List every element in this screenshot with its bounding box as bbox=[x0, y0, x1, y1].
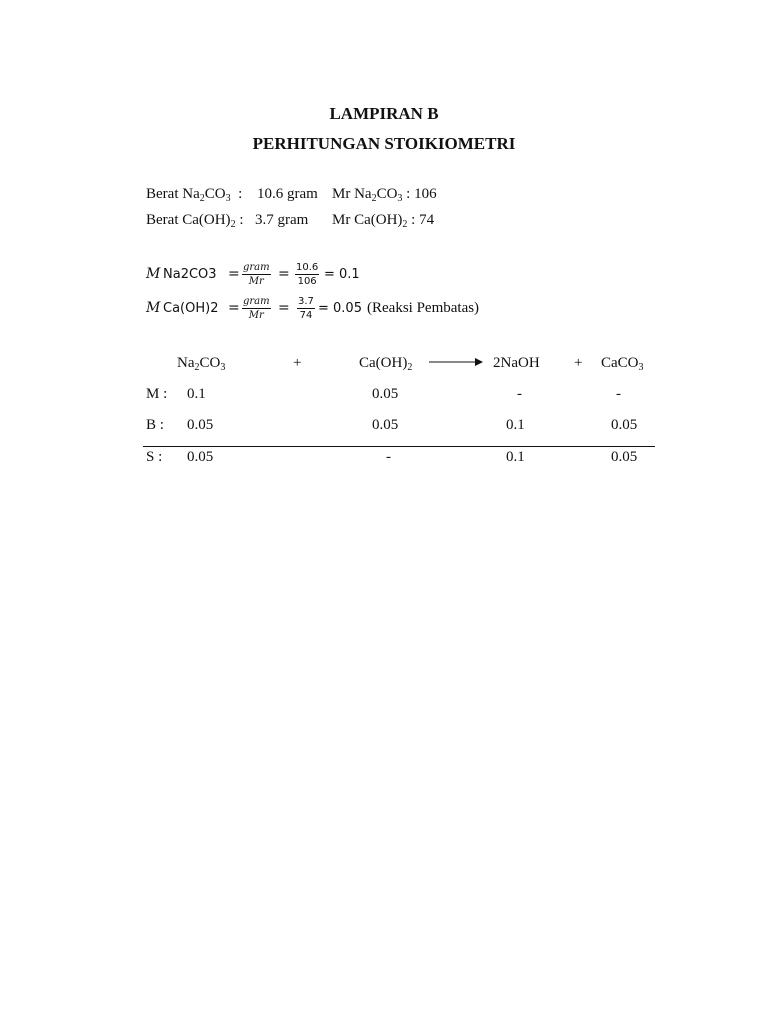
table-divider bbox=[143, 446, 655, 447]
row-label: S : bbox=[146, 449, 163, 465]
cell-caoh2: 0.05 bbox=[372, 386, 399, 402]
molarity-symbol: M bbox=[146, 266, 161, 282]
equals-sign: = bbox=[228, 300, 240, 316]
reactant-caoh2: $Ca(OH)_2$ bbox=[359, 355, 413, 373]
mass-caoh2-value: 3.7 gram bbox=[255, 212, 309, 228]
cell-na2co3: 0.05 bbox=[187, 449, 214, 465]
molarity-compound: Ca(OH)2 bbox=[163, 301, 219, 316]
fraction-values: $\frac{10.6}{106}$ bbox=[296, 262, 319, 287]
mass-na2co3-value: 10.6 gram bbox=[257, 186, 318, 202]
equals-sign: = bbox=[278, 300, 290, 316]
fraction-gram-over-mr: gram Mr bbox=[243, 262, 270, 287]
mr-caoh2: Mr $Ca(OH)_2$ : 74 bbox=[332, 212, 435, 230]
cell-caoh2: - bbox=[386, 449, 391, 465]
mass-na2co3-label: Berat $Na_2CO_3$ : bbox=[146, 186, 243, 204]
fraction-gram-over-mr: gram Mr bbox=[243, 296, 270, 321]
product-caco3: CaCO$_3$ bbox=[601, 355, 644, 373]
page-subtitle: PERHITUNGAN STOIKIOMETRI bbox=[252, 134, 516, 153]
molarity-compound: Na2CO3 bbox=[163, 267, 217, 282]
cell-naoh: 0.1 bbox=[506, 449, 525, 465]
cell-caoh2: 0.05 bbox=[372, 417, 399, 433]
reaction-arrow-icon bbox=[429, 357, 483, 367]
cell-naoh: 0.1 bbox=[506, 417, 525, 433]
molarity-symbol: M bbox=[146, 300, 161, 316]
equals-sign: = bbox=[278, 266, 290, 282]
cell-caco3: 0.05 bbox=[611, 417, 638, 433]
row-label: B : bbox=[146, 417, 164, 433]
fraction-values: $\frac{3.7}{74}$ bbox=[298, 296, 314, 321]
row-label: M : bbox=[146, 386, 168, 402]
molarity-result: = 0.05 bbox=[318, 301, 362, 316]
mr-na2co3: Mr $Na_2CO_3$ : 106 bbox=[332, 186, 437, 204]
limiting-reagent-note: (Reaksi Pembatas) bbox=[367, 300, 480, 316]
mass-caoh2-label: Berat $Ca(OH)_2$ : bbox=[146, 212, 244, 230]
page-title: LAMPIRAN B bbox=[329, 104, 439, 123]
plus-sign: + bbox=[293, 355, 302, 371]
product-naoh: 2NaOH bbox=[493, 355, 540, 371]
equals-sign: = bbox=[228, 266, 240, 282]
cell-caco3: - bbox=[616, 386, 621, 402]
cell-na2co3: 0.05 bbox=[187, 417, 214, 433]
cell-caco3: 0.05 bbox=[611, 449, 638, 465]
cell-naoh: - bbox=[517, 386, 522, 402]
reactant-na2co3: $Na_2CO_3$ bbox=[177, 355, 226, 373]
plus-sign: + bbox=[574, 355, 583, 371]
cell-na2co3: 0.1 bbox=[187, 386, 206, 402]
molarity-result: = 0.1 bbox=[324, 267, 360, 282]
